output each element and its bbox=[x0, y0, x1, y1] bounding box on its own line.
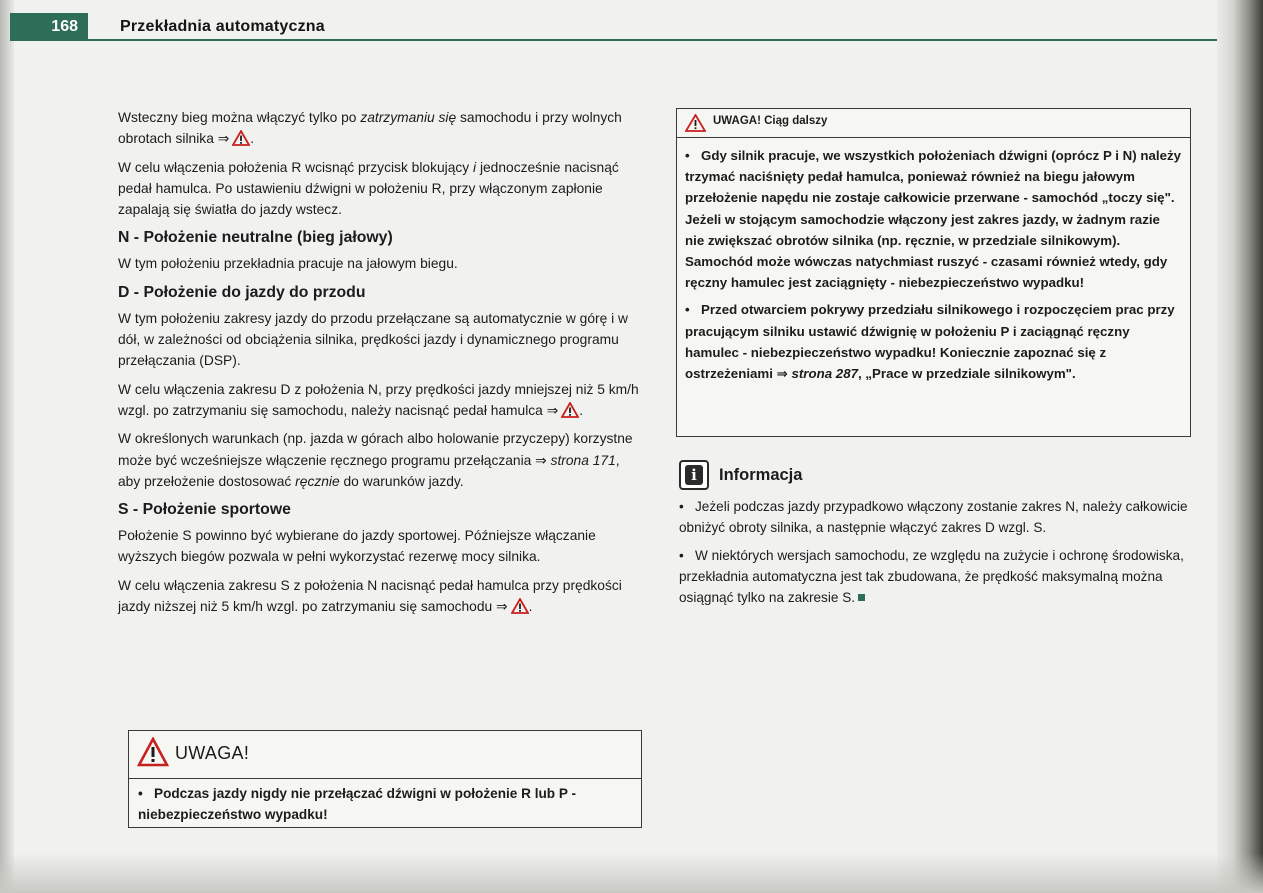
text: W niektórych wersjach samochodu, ze względu na zużycie i ochronę środowiska, przekładnia automatyczna jest tak zbudowana, że prędkość maksymalną można osiągnąć tylko na zakresie S. bbox=[679, 547, 1184, 606]
emphasis: i bbox=[473, 159, 477, 175]
text: Wsteczny bieg można włączyć tylko po bbox=[118, 110, 361, 125]
warning-triangle-icon bbox=[685, 114, 706, 132]
paragraph-neutral: W tym położeniu przekładnia pracuje na jałowym biegu. bbox=[118, 256, 458, 272]
info-icon bbox=[679, 460, 709, 490]
warning-triangle-icon[interactable] bbox=[232, 130, 250, 146]
header-divider bbox=[10, 39, 1217, 41]
emphasis: ręcznie bbox=[295, 473, 340, 489]
page-reference-link[interactable]: strona 287 bbox=[791, 366, 858, 382]
info-icon-letter: i bbox=[685, 465, 703, 485]
text: W celu włączenia zakresu S z położenia N nacisnąć pedał hamulca przy prędkości jazdy niższej niż 5 km/h wzgl. po zatrzymaniu się samochodu ⇒ bbox=[118, 577, 622, 615]
warning-item bbox=[685, 299, 1182, 384]
bullet: • bbox=[679, 499, 684, 514]
warning-item bbox=[685, 145, 1182, 293]
info-body bbox=[679, 496, 1189, 608]
paragraph-drive-1: W tym położeniu zakresy jazdy do przodu przełączane są automatycznie w górę i w dół, w zależności od obciążenia silnika, prędkości jazdy i dynamicznego programu przełączania (DSP). bbox=[118, 310, 628, 369]
warning-box bbox=[128, 730, 642, 828]
info-title: Informacja bbox=[719, 466, 803, 484]
warning-box-header bbox=[129, 731, 641, 779]
heading-sport: S - Położenie sportowe bbox=[118, 501, 291, 519]
warning-triangle-icon[interactable] bbox=[561, 402, 579, 418]
page-bottom-shadow bbox=[0, 853, 1263, 893]
bullet: • bbox=[679, 547, 684, 563]
warning-triangle-icon[interactable] bbox=[511, 598, 529, 614]
paragraph-sport-2: W celu włączenia zakresu S z położenia N nacisnąć pedał hamulca przy prędkości jazdy niższej niż 5 km/h wzgl. po zatrzymaniu się samochodu ⇒ . bbox=[118, 577, 622, 615]
paragraph-r-position bbox=[118, 157, 640, 221]
page-number: 168 bbox=[10, 13, 88, 40]
warning-continued-body bbox=[685, 145, 1182, 390]
text: , aby przełożenie dostosować bbox=[118, 452, 620, 489]
warning-continued-title: UWAGA! Ciąg dalszy bbox=[713, 115, 828, 127]
paragraph-drive-3 bbox=[118, 428, 640, 492]
warning-triangle-icon bbox=[137, 737, 169, 767]
warning-continued-box bbox=[676, 108, 1191, 437]
text: samochodu i przy wolnych obrotach silnika ⇒ bbox=[118, 110, 622, 147]
left-column bbox=[118, 107, 640, 624]
heading-neutral: N - Położenie neutralne (bieg jałowy) bbox=[118, 229, 393, 247]
paragraph-drive-2: W celu włączenia zakresu D z położenia N, przy prędkości jazdy mniejszej niż 5 km/h wzgl. po zatrzymaniu się samochodu, należy nacisnąć pedał hamulca ⇒ . bbox=[118, 381, 639, 418]
bullet: • bbox=[685, 302, 690, 318]
page-edge-shadow bbox=[1217, 0, 1263, 893]
paragraph-sport-1: Położenie S powinno być wybierane do jazdy sportowej. Późniejsze włączanie wyższych biegów pozwala w pełni wykorzystać rezerwę mocy silnika. bbox=[118, 528, 596, 565]
text: W celu włączenia położenia R wcisnąć przycisk blokujący bbox=[118, 159, 474, 175]
text: do warunków jazdy. bbox=[339, 473, 464, 489]
bullet: • bbox=[138, 786, 143, 801]
emphasis: zatrzymaniu się bbox=[360, 110, 457, 125]
text: Podczas jazdy nigdy nie przełączać dźwigni w położenie R lub P - niebezpieczeństwo wypadku! bbox=[138, 786, 576, 822]
warning-continued-header bbox=[677, 109, 1190, 138]
info-header bbox=[679, 460, 1189, 490]
page-reference-link[interactable]: strona 171 bbox=[550, 452, 616, 468]
heading-drive: D - Położenie do jazdy do przodu bbox=[118, 283, 366, 301]
text: , „Prace w przedziale silnikowym". bbox=[858, 366, 1076, 382]
bullet: • bbox=[685, 148, 690, 163]
page-binding-shadow bbox=[0, 0, 14, 893]
page-header bbox=[10, 13, 1217, 40]
page-title: Przekładnia automatyczna bbox=[120, 18, 325, 35]
text: Jeżeli podczas jazdy przypadkowo włączony zostanie zakres N, należy całkowicie obniżyć obroty silnika, a następnie włączyć zakres D wzgl. S. bbox=[679, 499, 1188, 536]
info-section bbox=[679, 460, 1189, 614]
warning-box-text bbox=[138, 783, 633, 825]
warning-box-title: UWAGA! bbox=[175, 743, 250, 763]
text: W celu włączenia zakresu D z położenia N, przy prędkości jazdy mniejszej niż 5 km/h wzgl. po zatrzymaniu się samochodu, należy nacisnąć pedał hamulca ⇒ bbox=[118, 381, 639, 418]
text: W określonych warunkach (np. jazda w górach albo holowanie przyczepy) korzystne może być wcześniejsze włączenie ręcznego programu przełączania ⇒ bbox=[118, 431, 633, 468]
text: jednocześnie nacisnąć pedał hamulca. Po ustawieniu dźwigni w położeniu R, przy włączonym zapłonie zapalają się światła do jazdy wstecz. bbox=[118, 159, 619, 218]
text: Gdy silnik pracuje, we wszystkich położeniach dźwigni (oprócz P i N) należy trzymać naciśnięty pedał hamulca, ponieważ również na biegu jałowym przełożenie napędu nie zostaje całkowicie przerwane - samochód „toczy się". Jeżeli w stojącym samochodzie włączony jest zakres jazdy, w żadnym razie nie zwiększać obrotów silnika (np. ręcznie, w przedziale silnikowym). Samochód może wówczas natychmiast ruszyć - czasami również wtedy, gdy ręczny hamulec jest zaciągnięty - niebezpieczeństwo wypadku! bbox=[685, 148, 1182, 291]
end-of-section-icon bbox=[858, 594, 865, 601]
paragraph-reverse: Wsteczny bieg można włączyć tylko po zatrzymaniu się samochodu i przy wolnych obrotach silnika ⇒ . bbox=[118, 110, 622, 147]
info-item bbox=[679, 545, 1189, 609]
text: Przed otwarciem pokrywy przedziału silnikowego i rozpoczęciem prac przy pracującym silniku ustawić dźwignię w położeniu P i zaciągnąć ręczny hamulec - niebezpieczeństwo wypadku! Koniecznie zapoznać się z ostrzeżeniami ⇒ bbox=[685, 302, 1175, 382]
info-item bbox=[679, 496, 1189, 539]
